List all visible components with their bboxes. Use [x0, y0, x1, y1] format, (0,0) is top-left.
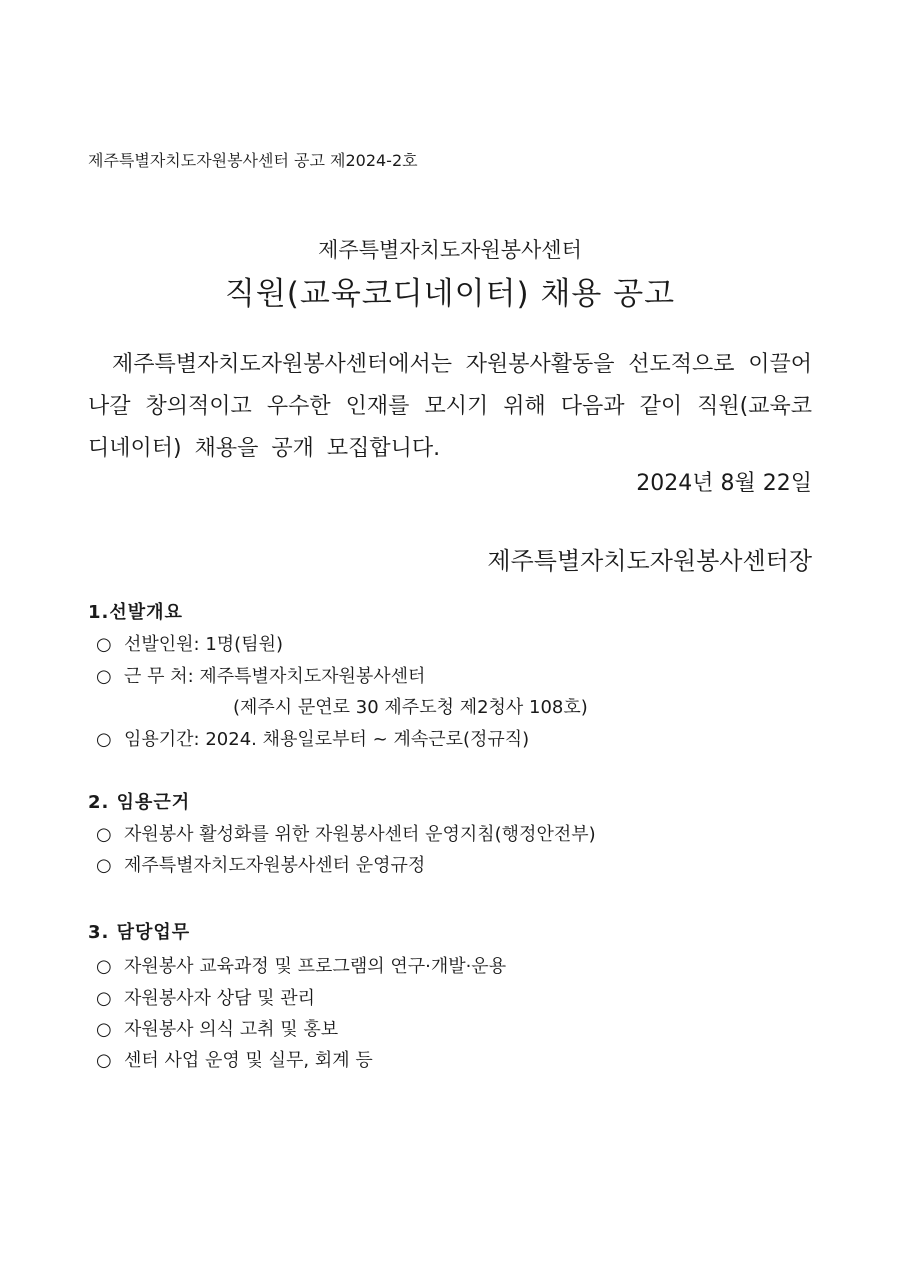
list-item: [96, 952, 506, 978]
list-item: [96, 851, 425, 877]
list-item-text: 선발인원: 1명(팀원): [124, 634, 283, 655]
section-heading-legal-basis: 2. 임용근거: [88, 792, 191, 813]
circle-bullet-icon: ○: [96, 1050, 112, 1071]
signer: 제주특별자치도자원봉사센터장: [487, 547, 812, 575]
intro-paragraph: 제주특별자치도자원봉사센터에서는 자원봉사활동을 선도적으로 이끌어 나갈 창의적이고 우수한 인재를 모시기 위해 다음과 같이 직원(교육코디네이터) 채용을 공개 모집합니다.: [88, 352, 812, 461]
list-item-text: 근 무 처: 제주특별자치도자원봉사센터: [124, 666, 426, 687]
list-item: [96, 1046, 373, 1072]
list-item: [96, 630, 283, 656]
section-heading-selection-overview: 1.선발개요: [88, 602, 183, 623]
document-title: 직원(교육코디네이터) 채용 공고: [224, 276, 676, 312]
list-item-continuation: (제주시 문연로 30 제주도청 제2청사 108호): [233, 697, 588, 718]
list-item-text: 자원봉사 의식 고취 및 홍보: [124, 1019, 339, 1040]
list-item-text: 제주특별자치도자원봉사센터 운영규정: [124, 855, 426, 876]
circle-bullet-icon: ○: [96, 666, 112, 687]
list-item-text: 센터 사업 운영 및 실무, 회계 등: [124, 1050, 373, 1071]
list-item-text: 자원봉사 교육과정 및 프로그램의 연구·개발·운용: [124, 956, 507, 977]
section-heading-duties: 3. 담당업무: [88, 922, 191, 943]
list-item-text: 임용기간: 2024. 채용일로부터 ~ 계속근로(정규직): [124, 729, 530, 750]
list-item: [96, 662, 425, 688]
notice-number: 제주특별자치도자원봉사센터 공고 제2024-2호: [88, 151, 418, 170]
circle-bullet-icon: ○: [96, 824, 112, 845]
list-item-text: 자원봉사자 상담 및 관리: [124, 988, 316, 1009]
circle-bullet-icon: ○: [96, 855, 112, 876]
circle-bullet-icon: ○: [96, 634, 112, 655]
list-item-text: 자원봉사 활성화를 위한 자원봉사센터 운영지침(행정안전부): [124, 824, 596, 845]
organization-name: 제주특별자치도자원봉사센터: [318, 238, 582, 262]
circle-bullet-icon: ○: [96, 1019, 112, 1040]
list-item: [96, 725, 529, 751]
list-item: [96, 984, 315, 1010]
circle-bullet-icon: ○: [96, 729, 112, 750]
circle-bullet-icon: ○: [96, 988, 112, 1009]
list-item: [96, 820, 596, 846]
announcement-date: 2024년 8월 22일: [636, 471, 812, 496]
circle-bullet-icon: ○: [96, 956, 112, 977]
list-item: [96, 1015, 338, 1041]
